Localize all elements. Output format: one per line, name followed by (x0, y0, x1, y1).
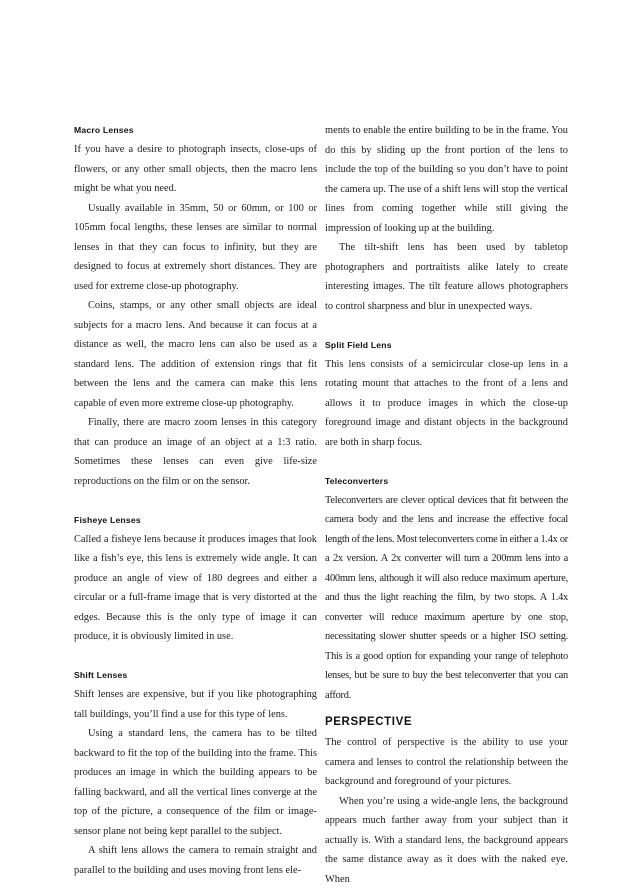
teleconverters-paragraph-1: Teleconverters are clever optical devices that fit between the camera body and the lens and increase the effective focal length of the lens. Most teleconverters come in either a 1.4x or a 2x version. A 2x converter will turn a 200mm lens into a 400mm lens, although it will also reduce maximum aperture, and thus the light reaching the film, by two stops. A 1.4x converter will reduce maximum aperture by one stop, necessitating slower shutter speeds or a higher ISO setting. This is a good option for expanding your range of telephoto lenses, but be sure to buy the best teleconverter that you can afford. (325, 491, 568, 706)
right-column (325, 121, 568, 889)
split-field-lens-heading: Split Field Lens (325, 336, 568, 355)
perspective-paragraph-1: The control of perspective is the ability to use your camera and lenses to control the relationship between the background and foreground of your pictures. (325, 733, 568, 792)
perspective-heading: PERSPECTIVE (325, 711, 568, 733)
perspective-paragraph-2: When you’re using a wide-angle lens, the background appears much farther away from your subject than it actually is. With a standard lens, the background appears the same distance away as it does with the naked eye. When (325, 792, 568, 889)
macro-paragraph-2: Usually available in 35mm, 50 or 60mm, or 100 or 105mm focal lengths, these lenses are similar to normal lenses in that they can focus to infinity, but they are designed to focus at extremely short distances. They are used for extreme close-up photography. (74, 199, 317, 297)
macro-lenses-heading: Macro Lenses (74, 121, 317, 140)
split-field-paragraph-1: This lens consists of a semicircular close-up lens in a rotating mount that attaches to the front of a lens and allows it to produce images in which the close-up foreground image and distant objects in the background are both in sharp focus. (325, 355, 568, 453)
teleconverters-heading: Teleconverters (325, 472, 568, 491)
shift-paragraph-3: A shift lens allows the camera to remain straight and parallel to the building and uses moving front lens ele- (74, 841, 317, 880)
shift-paragraph-4: The tilt-shift lens has been used by tabletop photographers and portraitists alike lately to create interesting images. The tilt feature allows photographers to control sharpness and blur in unexpected ways. (325, 238, 568, 316)
shift-lenses-heading: Shift Lenses (74, 666, 317, 685)
macro-paragraph-4: Finally, there are macro zoom lenses in this category that can produce an image of an object at a 1:3 ratio. Sometimes these lenses can even give life-size reproductions on the film or on the sensor. (74, 413, 317, 491)
fisheye-lenses-heading: Fisheye Lenses (74, 511, 317, 530)
shift-paragraph-2: Using a standard lens, the camera has to be tilted backward to fit the top of the building into the frame. This produces an image in which the building appears to be falling backward, and all the vertical lines converge at the top of the picture, a consequence of the film or image-sensor plane not being kept parallel to the subject. (74, 724, 317, 841)
shift-paragraph-3-continued: ments to enable the entire building to be in the frame. You do this by sliding up the front portion of the lens to include the top of the building so you don’t have to point the camera up. The use of a shift lens will stop the vertical lines from coming together while still giving the impression of looking up at the building. (325, 121, 568, 238)
shift-paragraph-1: Shift lenses are expensive, but if you like photographing tall buildings, you’ll find a use for this type of lens. (74, 685, 317, 724)
macro-paragraph-1: If you have a desire to photograph insects, close-ups of flowers, or any other small objects, then the macro lens might be what you need. (74, 140, 317, 199)
fisheye-paragraph-1: Called a fisheye lens because it produces images that look like a fish’s eye, this lens is extremely wide angle. It can produce an angle of view of 180 degrees and either a circular or a full-frame image that is very distorted at the edges. Because this is the only type of image it can produce, it is obviously limited in use. (74, 530, 317, 647)
macro-paragraph-3: Coins, stamps, or any other small objects are ideal subjects for a macro lens. And because it can focus at a distance as well, the macro lens can also be used as a standard lens. The addition of extension rings that fit between the lens and the camera can make this lens capable of even more extreme close-up photography. (74, 296, 317, 413)
left-column (74, 121, 317, 880)
